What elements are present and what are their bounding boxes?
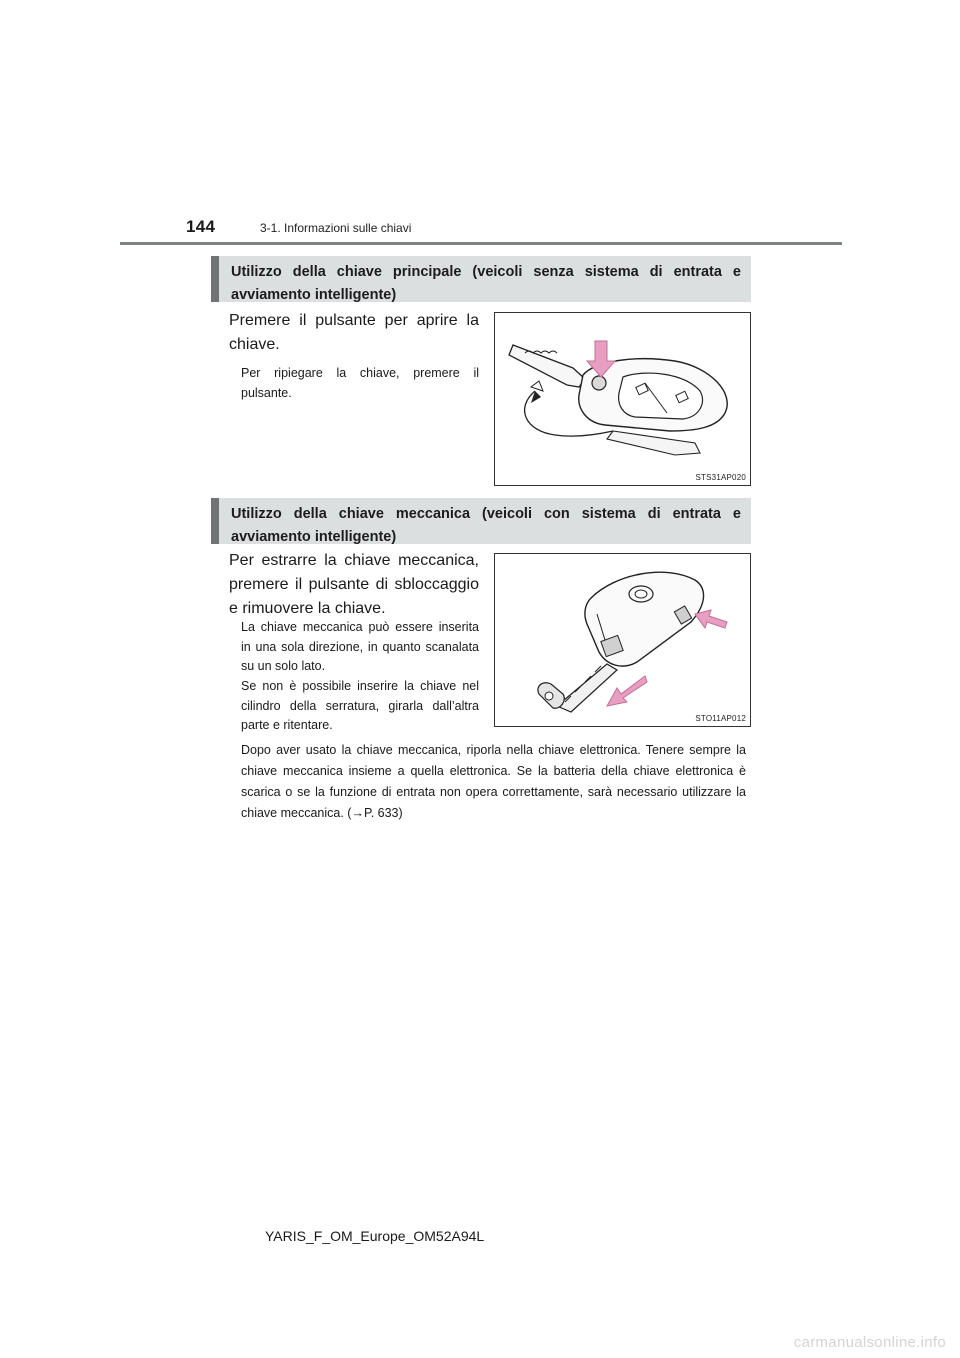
note-one-direction: La chiave meccanica può essere inserita in una sola direzione, in quanto scanalata su un solo lato. xyxy=(241,620,479,673)
section-title: 3-1. Informazioni sulle chiavi xyxy=(260,221,412,235)
note-turn-key: Se non è possibile inserire la chiave nel cilindro della serratura, girarla dall’altra parte e ritentare. xyxy=(241,679,479,732)
instruction-extract-key: Per estrarre la chiave meccanica, premere il pulsante di sbloccaggio e rimuovere la chiave. xyxy=(229,552,479,617)
section-heading-mechanical-key: Utilizzo della chiave meccanica (veicoli con sistema di entrata e avviamento intelligente) xyxy=(211,498,751,544)
watermark: carmanualsonline.info xyxy=(793,1334,946,1351)
mechanical-key-illustration xyxy=(495,554,750,726)
figure-mechanical-key xyxy=(494,553,751,727)
figure-code: STO11AP012 xyxy=(695,714,746,723)
figure-folding-key xyxy=(494,312,751,486)
folding-key-illustration xyxy=(495,313,750,485)
section-heading-main-key: Utilizzo della chiave principale (veicoli senza sistema di entrata e avviamento intelligente) xyxy=(211,256,751,302)
paragraph-store-key: Dopo aver usato la chiave meccanica, riporla nella chiave elettronica. Tenere sempre la chiave meccanica insieme a quella elettronica. Se la batteria della chiave elettronica è scarica o se la funzione di entrata non opera correttamente, sarà necessario utilizzare la chiave meccanica. (→P. 633) xyxy=(241,743,746,820)
footer-doc-code: YARIS_F_OM_Europe_OM52A94L xyxy=(265,1228,485,1244)
figure-code: STS31AP020 xyxy=(695,473,746,482)
instruction-open-key: Premere il pulsante per aprire la chiave. xyxy=(229,312,479,353)
page-number: 144 xyxy=(186,217,216,236)
header-rule xyxy=(120,242,842,245)
note-fold-key: Per ripiegare la chiave, premere il pulsante. xyxy=(241,366,479,400)
